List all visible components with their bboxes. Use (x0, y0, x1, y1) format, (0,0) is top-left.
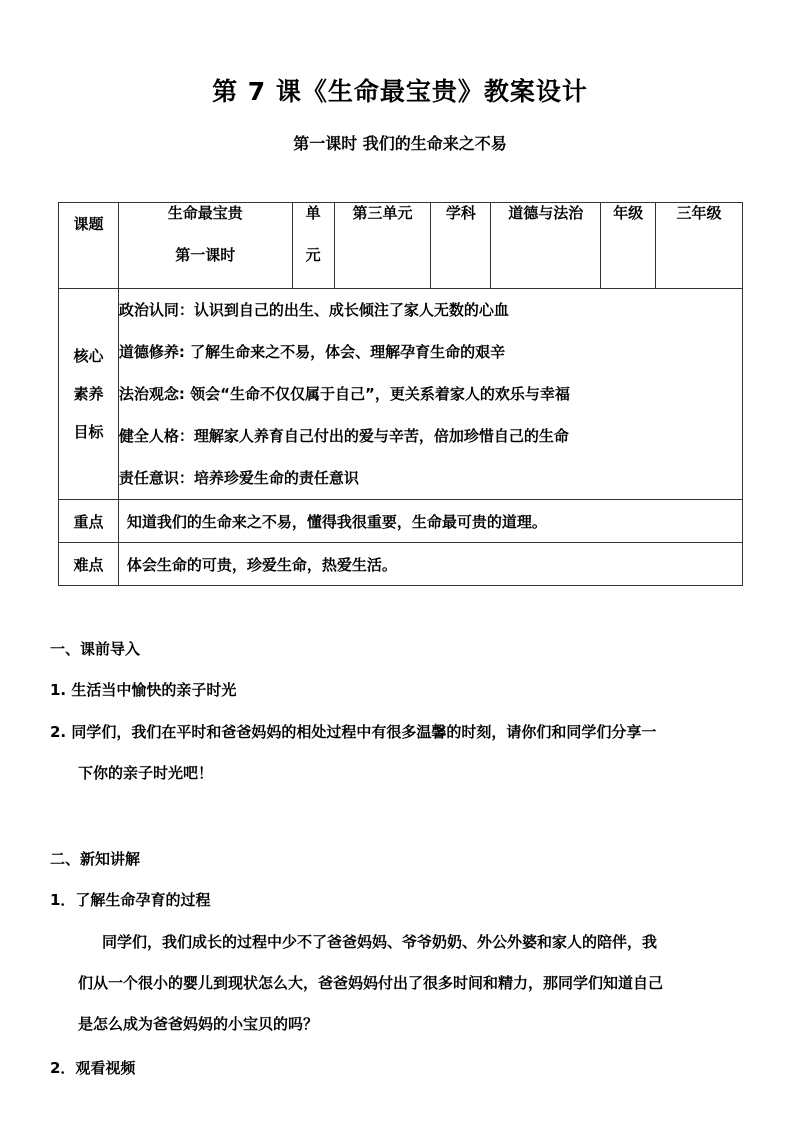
key-point-value: 知道我们的生命来之不易，懂得我很重要，生命最可贵的道理。 (118, 500, 742, 543)
key-point-label: 重点 (59, 500, 119, 543)
grade-value: 三年级 (656, 203, 743, 289)
subject-label: 学科 (431, 203, 491, 289)
table-row-key (59, 500, 743, 543)
section-heading-new: 二、新知讲解 (50, 850, 141, 868)
section-heading-intro: 一、课前导入 (50, 640, 141, 658)
document-subtitle: 第一课时 我们的生命来之不易 (293, 134, 507, 153)
topic-label: 课题 (59, 203, 119, 289)
lesson-info-table (58, 202, 743, 586)
core-goal-item: 健全人格：理解家人养育自己付出的爱与辛苦，倍加珍惜自己的生命 (118, 427, 569, 445)
core-goal-item: 法治观念: 领会“生命不仅仅属于自己”，更关系着家人的欢乐与幸福 (118, 385, 570, 403)
core-goals-list (118, 289, 742, 500)
topic-value: 生命最宝贵 第一课时 (118, 203, 292, 289)
difficult-point-value: 体会生命的可贵，珍爱生命，热爱生活。 (118, 543, 742, 586)
core-goal-item: 政治认同：认识到自己的出生、成长倾注了家人无数的心血 (118, 301, 509, 319)
core-goal-item: 道德修养: 了解生命来之不易，体会、理解孕育生命的艰辛 (118, 343, 506, 361)
core-goal-item: 责任意识：培养珍爱生命的责任意识 (118, 469, 359, 487)
grade-label: 年级 (601, 203, 656, 289)
table-row-difficult (59, 543, 743, 586)
table-row-topic (59, 203, 743, 289)
table-row-core (59, 289, 743, 500)
core-goals-label: 核心 素养 目标 (59, 289, 119, 500)
difficult-point-label: 难点 (59, 543, 119, 586)
unit-value: 第三单元 (334, 203, 431, 289)
new-item-2: 2．观看视频 (50, 1059, 136, 1077)
intro-item-2: 2. 同学们，我们在平时和爸爸妈妈的相处过程中有很多温馨的时刻，请你们和同学们分享一 下你的亲子时光吧！ (50, 723, 657, 782)
unit-label: 单 元 (292, 203, 334, 289)
new-item-1-paragraph: 同学们，我们成长的过程中少不了爸爸妈妈、爷爷奶奶、外公外婆和家人的陪伴，我 们从一个很小的婴儿到现状怎么大，爸爸妈妈付出了很多时间和精力，那同学们知道自己 是怎么成为爸爸妈妈的小宝贝的吗？ (78, 933, 664, 1033)
intro-item-1: 1. 生活当中愉快的亲子时光 (50, 681, 237, 699)
new-item-1: 1．了解生命孕育的过程 (50, 891, 211, 909)
subject-value: 道德与法治 (491, 203, 601, 289)
document-title: 第 7 课《生命最宝贵》教案设计 (212, 77, 588, 106)
